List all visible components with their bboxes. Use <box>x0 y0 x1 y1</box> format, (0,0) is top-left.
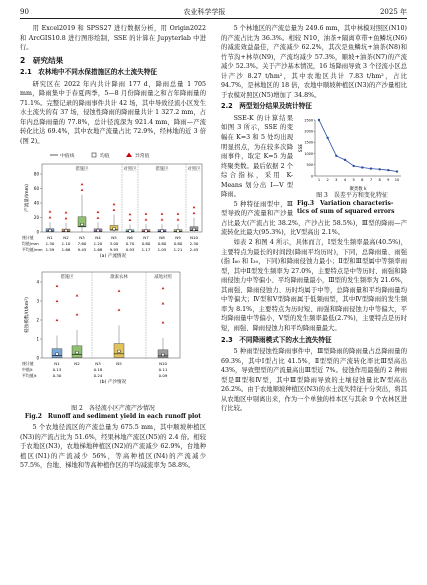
panel-a-table-cell: 3.00 <box>109 240 119 246</box>
fig3-ytick-label: 0 <box>310 174 313 179</box>
panel-b-ylabel: 侵蚀模数/(t/km²) <box>25 296 30 333</box>
outlier-marker <box>177 212 180 214</box>
mean-marker <box>81 223 83 225</box>
panel-a-table-cell: N4 <box>95 234 101 240</box>
fig3-xlabel: 聚类数 k <box>349 186 367 192</box>
panel-b-group-label: 激素农林 <box>110 274 128 280</box>
methods-paragraph: 用 Excel2019 和 SPSS27 进行数据分析，用 Origin2022 和 ArcGIS10.8 进行图形绘制，SSE 的计算在 Jupyterlab 中进行。 <box>20 25 206 52</box>
mean-marker <box>162 353 164 355</box>
mean-marker <box>76 351 78 353</box>
panel-b-ytick-label: 0 <box>36 355 39 361</box>
panel-a-table-cell: N6 <box>127 234 133 240</box>
header-rule <box>20 18 407 19</box>
fig3-point <box>396 170 398 172</box>
panel-a-table-cell: N7 <box>143 234 149 240</box>
panel-b-ytick-label: 1 <box>36 336 39 342</box>
mean-marker <box>97 229 99 231</box>
fig3-sse-line <box>319 120 397 172</box>
outlier-marker <box>145 218 148 220</box>
panel-a-box-N3 <box>78 182 86 231</box>
fig2-legend <box>50 152 150 159</box>
panel-a-table-cell: N8 <box>159 234 165 240</box>
figure-3-caption-en-1: Fig.3 Variation characteris- <box>297 199 394 207</box>
rain-pattern-paragraph: 5 种雨型侵蚀性降雨事件中，Ⅲ型降雨的降雨量占总降雨量的 69.3%，其中Ⅰ型占比 41.5%，Ⅱ型型的产流转化率比Ⅲ型高出 43%，导致塑型的产流量高出Ⅲ型近 7%。侵蚀作用最强的 2 种雨型是Ⅲ型和Ⅳ型，其中Ⅲ型降雨导致的土壤侵蚀量比Ⅳ型高出 26.2%。由于农地顺坡种植区(N3)的水土流失特征十分突出，将其从农地区中剔离出来，作为一个单独的样本区与其余 9 个农林区进行比较。 <box>221 348 407 413</box>
outlier-marker <box>162 286 165 288</box>
panel-b-group-label: 减地对照 <box>154 274 172 280</box>
right-column <box>221 24 407 414</box>
mean-marker <box>56 352 58 354</box>
panel-a-table-cell: 1.68 <box>93 246 103 252</box>
fig3-xtick-label: 2 <box>326 177 329 182</box>
panel-a-table-cell: 1.30 <box>45 240 55 246</box>
outlier-marker <box>65 216 68 218</box>
panel-a-ytick-label: 60 <box>33 185 39 191</box>
panel-b-ytick-label: 4 <box>36 279 39 285</box>
panel-b-table-row-label: 中值/t <box>22 366 33 372</box>
fig3-ylabel: SSE <box>299 143 304 153</box>
farmland-runoff-paragraph: 5 个农地径流区的产流总量为 675.5 mm，其中顺坡种植区(N3)的产流占比为 51.6%，经果林地产流区(N5)的 2.4 倍。相较于农地区(N3)，农地梯地种植区(N2)的产流减少 62.9%，台地种植区(N1)的产流减少 56%，等高种植区(N4)的产流减少 57.5%，台地、梯地和等高种植作区的平均减流率为 58.8%。 <box>20 424 206 470</box>
panel-b-table-row-label: 平均值/t <box>22 372 37 378</box>
outlier-marker <box>113 208 116 210</box>
panel-b-ytick-label: 3 <box>36 298 39 304</box>
panel-b-box-N3 <box>72 294 82 358</box>
panel-b-table-cell: N3 <box>95 360 101 366</box>
outlier-marker <box>162 302 165 304</box>
panel-b-table-cell: N10 <box>159 360 167 366</box>
panel-a-table-cell: 9.45 <box>77 246 87 252</box>
panel-a-table-row-label: 统计值 <box>22 234 34 240</box>
fig3-xtick-label: 1 <box>317 177 321 182</box>
legend-label: 异常值 <box>135 153 150 159</box>
panel-a-group-label: 措施区 <box>155 166 169 172</box>
forest-runoff-paragraph: 5 个林地区的产流总量为 249.6 mm，其中林模对照区(N10)的产流占比为 36.3%。相较 N10，油茶+隔离草带+鱼鳞坑(N6)的减流效益最佳，产流减少 62.2%，其次是鱼鳞坑+油茶(N8)和竹节沟+林草(N9)，产流均减少 57.3%，顺坡+油茶(N7)的产流减少 52.3%。关于产沙基本情况，16 场降雨导致 3 个径流小区总计产沙 8.27 t/hm²，其中农地区共计 7.83 t/hm²，占比 94.7%，是林地区的 18 倍，农地中顺坡种植区(N3)的产沙量相比于农模对照区(N5)增加了 34.8%。 <box>221 25 407 99</box>
fig3-xtick-label: 3 <box>335 177 338 182</box>
panel-a-table-cell: N3 <box>79 234 85 240</box>
outlier-marker <box>162 321 165 323</box>
mean-marker <box>129 229 131 231</box>
panel-a-table-cell: 1.20 <box>93 240 103 246</box>
legend-mean-icon <box>92 153 96 157</box>
panel-b-table-row-label: 统计值 <box>22 360 34 366</box>
panel-a-table-cell: 1.05 <box>157 246 167 252</box>
mean-marker <box>177 229 179 231</box>
fig3-xtick-label: 6 <box>361 177 364 182</box>
outlier-marker <box>49 210 52 212</box>
fig3-xtick-label: 7 <box>369 177 373 182</box>
fig3-point <box>335 155 337 157</box>
legend-label: 均值 <box>100 153 110 159</box>
panel-a-box-N7 <box>142 212 150 232</box>
outlier-marker <box>177 218 180 220</box>
panel-b-table-cell: 0.18 <box>93 366 103 372</box>
panel-a-ytick-label: 80 <box>33 171 39 177</box>
panel-a-box-N10 <box>190 205 198 231</box>
panel-b-sublabel: (b) 产沙情况 <box>99 379 127 385</box>
panel-b-box-N5 <box>114 289 124 357</box>
figure-3-sse-curve <box>297 114 407 192</box>
outlier-marker <box>56 299 59 301</box>
panel-a-box-N5 <box>110 202 118 231</box>
panel-b-table-cell: 0.09 <box>158 372 168 378</box>
outlier-marker <box>145 212 148 214</box>
fig3-ytick-label: 1500 <box>304 140 313 145</box>
rainfall-paragraph: 研究区在 2022 年内共计降雨 177 d，降雨总量 1 705 mm，降雨集中于春夏两季，5—8 月份降雨量之和占年降雨量的 71.1%。完整记录的降雨事件共计 42 场，其中导致径流小区发生水土流失的有 37 场，侵蚀性降雨的降雨量共计 1 327.2 mm，占年内总降雨量的 77.8%，总计径流深为 921.4 mm，降雨—产流转化比达 69.4%，其中农地产流量占比 72.9%，经林地的近 3 倍(图 2)。 <box>20 80 206 146</box>
outlier-marker <box>49 216 52 218</box>
panel-a-table-cell: 9.95 <box>109 246 119 252</box>
outlier-marker <box>97 216 100 218</box>
panel-a-group-label: 对照区 <box>187 166 201 172</box>
panel-a-table-cell: N1 <box>47 234 53 240</box>
subsection-heading-2-1: 2.1 农林地中不同水保措施区的水土流失特征 <box>20 68 157 77</box>
panel-a-table-row-label: 均值/mm <box>22 240 39 246</box>
fig3-point <box>361 166 363 168</box>
panel-b-table-cell: 0.24 <box>93 372 103 378</box>
left-column <box>20 24 206 471</box>
panel-b-table-cell: N5 <box>116 360 122 366</box>
legend-label: 中值线 <box>60 153 75 159</box>
outlier-marker <box>76 313 79 315</box>
panel-a-table-cell: 1.21 <box>173 246 183 252</box>
panel-a-ytick-label: 20 <box>33 214 39 220</box>
panel-b-table-cell: 0.30 <box>52 372 62 378</box>
panel-a-table-cell: 2.45 <box>189 246 199 252</box>
panel-a-box-N8 <box>158 212 166 232</box>
outlier-marker <box>97 210 100 212</box>
panel-a-box-N1 <box>46 210 54 232</box>
figure-3 <box>297 114 407 216</box>
figure-2-caption-en: Fig.2 Runoff and sediment yield in each runoff plot <box>24 413 202 421</box>
panel-a-sublabel: (a) 产流情况 <box>99 253 127 259</box>
legend-outlier-icon <box>126 152 132 157</box>
panel-a-group-label: 措施区 <box>75 166 89 172</box>
outlier-marker <box>129 218 132 220</box>
outlier-marker <box>76 294 79 296</box>
outlier-marker <box>56 318 59 320</box>
journal-year: 2025 年 <box>379 8 407 16</box>
fig3-point <box>387 169 389 171</box>
panel-a-table-cell: 0.80 <box>141 240 151 246</box>
panel-a-table-cell: 1.10 <box>61 240 71 246</box>
panel-a-table-cell: 2.30 <box>189 240 199 246</box>
outlier-marker <box>118 308 121 310</box>
panel-a-table-cell: N2 <box>63 234 69 240</box>
panel-b-table-cell: N2 <box>74 360 80 366</box>
outlier-marker <box>113 202 116 204</box>
mean-marker <box>145 229 147 231</box>
fig3-ytick-label: 1000 <box>304 151 313 156</box>
page-number: 90 <box>20 8 29 16</box>
outlier-marker <box>161 218 164 220</box>
outlier-marker <box>193 211 196 213</box>
fig3-ytick-label: 2000 <box>304 129 313 134</box>
panel-b-ytick-label: 2 <box>36 317 39 323</box>
outlier-marker <box>65 211 68 213</box>
mean-marker <box>161 229 163 231</box>
fig3-ytick-label: 500 <box>306 163 313 168</box>
panel-a-table-cell: N10 <box>190 234 198 240</box>
panel-a-table-cell: 7.60 <box>77 240 87 246</box>
panel-b-group-label: 措施区 <box>60 274 74 280</box>
panel-a-box-N9 <box>174 212 182 232</box>
fig3-xtick-label: 8 <box>378 177 381 182</box>
outlier-marker <box>81 182 84 184</box>
section-heading-results: 2 研究结果 <box>20 55 64 65</box>
panel-a-table-cell: N9 <box>175 234 181 240</box>
fig3-point <box>344 159 346 161</box>
fig3-point <box>326 137 328 139</box>
panel-a-box-N4 <box>94 210 102 231</box>
panel-a-ytick-label: 40 <box>33 200 39 206</box>
subsection-heading-2-2: 2.2 两型划分结果及统计特征 <box>221 102 312 111</box>
outlier-marker <box>129 212 132 214</box>
figure-2-caption-cn: 图 2 各径流小区产流产沙情况 <box>71 405 155 413</box>
panel-a-table-cell: 1.66 <box>61 246 71 252</box>
fig3-xtick-label: 9 <box>387 177 390 182</box>
outlier-marker <box>193 205 196 207</box>
figure-3-caption-en-2: tics of sum of squared errors <box>297 207 395 215</box>
fig3-point <box>378 168 380 170</box>
running-header <box>20 6 407 18</box>
panel-b-table-cell: 0.13 <box>52 366 62 372</box>
outlier-marker <box>161 212 164 214</box>
mean-marker <box>113 227 115 229</box>
panel-a-ylabel: 产流量/(mm) <box>25 183 30 212</box>
subsection-heading-2-3: 2.3 不同降雨模式下的水土流失特征 <box>221 335 332 344</box>
fig3-point <box>318 119 320 121</box>
fig3-ytick-label: 2500 <box>304 118 313 123</box>
panel-b-box-N1 <box>52 284 62 357</box>
mean-marker <box>193 228 195 230</box>
outlier-marker <box>81 188 84 190</box>
journal-name: 农业科学学报 <box>183 8 226 16</box>
mean-marker <box>49 229 51 231</box>
fig3-xtick-label: 5 <box>352 177 355 182</box>
panel-a-table-cell: 0.70 <box>125 240 135 246</box>
panel-a-table-cell: 0.80 <box>173 240 183 246</box>
outlier-marker <box>118 289 121 291</box>
panel-b-table-cell: 0.11 <box>158 366 168 372</box>
panel-a-table-cell: 0.93 <box>125 246 135 252</box>
figure-3-caption-cn: 图 3 误差平方和变化特征 <box>316 191 388 199</box>
outlier-marker <box>56 284 59 286</box>
panel-a-box-N2 <box>62 211 70 232</box>
fig3-point <box>370 167 372 169</box>
figure-2-boxplots <box>20 150 206 402</box>
panel-b-table-cell: N1 <box>54 360 60 366</box>
panel-a-group-label: 对照区 <box>123 166 137 172</box>
fig3-point <box>352 165 354 167</box>
rain-type-detail-paragraph: 如表 2 和图 4 所示，具体而言，Ⅰ型发生频率最高(40.5%)，主要特点为最长的时间段(降雨平均历时)，下同，总降雨量、雨强(指 I₆₀ 和 I₃₀，下同)和降雨侵蚀力最小；Ⅱ型和Ⅲ型属中等频率雨型，其中Ⅱ型发生频率为 27.0%，主要特点是中等历时、雨强和降雨侵蚀力中等偏小、平均降雨量最小，Ⅲ型的发生频率为 21.6%，其雨强、降雨侵蚀力、历时均属于中等，总降雨量和平均降雨量均中等偏大；Ⅳ型和Ⅴ型降雨属于低频雨型，其中Ⅳ型降雨的发生频率为 8.1%，主要特点为历时短、雨强和降雨侵蚀力中等偏大，平均降雨量中等偏小，Ⅴ型的发生频率最低(2.7%)，主要特点是历时短，雨强、降雨侵蚀力和平均降雨量最大。 <box>221 239 407 332</box>
rain-type-paragraph: 5 种特征雨型中，Ⅲ型导致的产流量和产沙量占比最大(产流占比 38.2%，产沙占比 58.5%)，Ⅲ型的降雨—产流转化比最大(95.3%)，比Ⅴ型高出 2.1%。 <box>221 200 407 237</box>
panel-a-table-row-label: 平均值/mm <box>22 246 43 252</box>
figure-2 <box>20 150 206 422</box>
panel-a-table-cell: 1.59 <box>45 246 55 252</box>
panel-a-table-cell: 1.17 <box>141 246 151 252</box>
fig3-xtick-label: 10 <box>394 177 400 182</box>
panel-a-ytick-label: 0 <box>36 229 39 235</box>
panel-b-frame <box>42 272 180 358</box>
mean-marker <box>118 350 120 352</box>
panel-a-table-cell: 0.80 <box>157 240 167 246</box>
panel-a-box-N6 <box>126 212 134 231</box>
sse-paragraph: SSE-K 的计算结果如图 3 所示，SSE 的变幅在 K=3 和 5 处均出现明显拐点，为在较多次降雨事件，取定 K=5 为最终聚类数。最后依据 2 个综合指标，采用 K-Means 划分出 I—V 型降雨。 <box>221 114 293 199</box>
panel-b-box-N10 <box>158 286 168 357</box>
fig3-xtick-label: 4 <box>343 177 347 182</box>
panel-a-table-cell: N5 <box>111 234 117 240</box>
mean-marker <box>65 229 67 231</box>
